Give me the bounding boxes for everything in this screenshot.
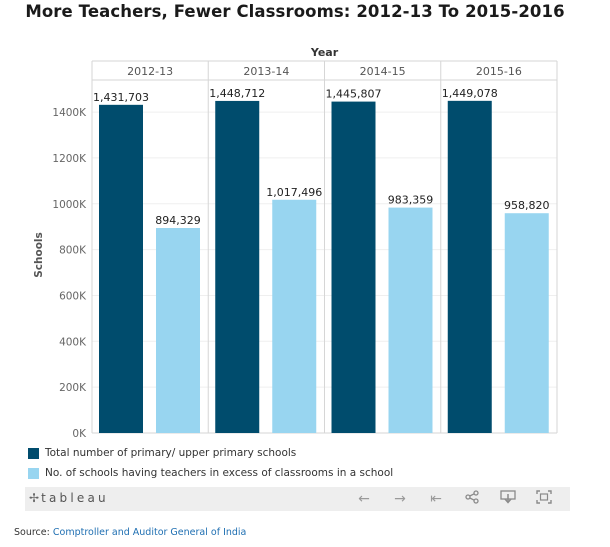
y-tick-label-1: 200K: [59, 382, 86, 395]
tableau-brand-text: tableau: [41, 491, 109, 505]
y-tick-label-3: 600K: [59, 290, 86, 303]
bar-excess-2012-13: [156, 228, 200, 433]
bar-total-2015-16: [448, 101, 492, 433]
chart-title: More Teachers, Fewer Classrooms: 2012-13 To 2015-2016: [25, 2, 565, 21]
tableau-logo-icon: ✢: [29, 491, 40, 505]
y-tick-label-5: 1000K: [52, 198, 86, 211]
revert-icon[interactable]: ⇤: [430, 491, 442, 507]
bar-excess-2013-14: [272, 200, 316, 433]
tableau-brand[interactable]: [29, 491, 109, 505]
category-header-2012-13: 2012-13: [127, 65, 174, 78]
source-label: Source:: [14, 527, 50, 538]
y-tick-label-0: 0K: [72, 428, 86, 440]
data-label-total-2015-16: 1,449,078: [441, 86, 498, 100]
y-axis-label: Schools: [33, 232, 45, 278]
bar-excess-2015-16: [505, 213, 549, 433]
legend: [28, 443, 393, 483]
share-icon[interactable]: [454, 490, 490, 509]
data-label-total-2013-14: 1,448,712: [209, 86, 266, 100]
y-tick-label-4: 800K: [59, 244, 86, 257]
category-header-2013-14: 2013-14: [243, 65, 290, 78]
tableau-toolbar: [25, 487, 570, 511]
y-tick-label-2: 400K: [59, 336, 86, 349]
legend-item-excess-teachers[interactable]: [28, 463, 393, 483]
legend-swatch-total: [28, 448, 39, 459]
category-header-2015-16: 2015-16: [475, 65, 522, 78]
data-label-total-2014-15: 1,445,807: [325, 87, 382, 101]
legend-item-total-schools[interactable]: [28, 443, 393, 463]
source-link[interactable]: Comptroller and Auditor General of India: [52, 527, 247, 538]
legend-label-excess: No. of schools having teachers in excess of classrooms in a school: [45, 467, 394, 479]
undo-icon[interactable]: ←: [358, 491, 370, 507]
data-label-excess-2012-13: 894,329: [155, 214, 201, 228]
redo-icon[interactable]: →: [394, 491, 406, 507]
legend-label-total: Total number of primary/ upper primary schools: [45, 447, 297, 459]
column-header-year: Year: [310, 46, 339, 59]
bar-total-2013-14: [215, 101, 259, 433]
download-icon[interactable]: [490, 490, 526, 509]
y-tick-label-6: 1200K: [52, 152, 86, 165]
data-label-excess-2015-16: 958,820: [504, 199, 550, 213]
fullscreen-icon[interactable]: [526, 490, 562, 509]
legend-swatch-excess: [28, 468, 39, 479]
data-label-excess-2013-14: 1,017,496: [266, 185, 323, 199]
data-label-excess-2014-15: 983,359: [387, 193, 434, 207]
bar-total-2014-15: [332, 102, 376, 433]
bar-total-2012-13: [99, 105, 143, 433]
source-note: [14, 527, 246, 538]
data-label-total-2012-13: 1,431,703: [93, 90, 149, 104]
y-tick-label-7: 1400K: [52, 107, 86, 120]
category-header-2014-15: 2014-15: [359, 65, 406, 78]
bar-excess-2014-15: [389, 208, 433, 433]
